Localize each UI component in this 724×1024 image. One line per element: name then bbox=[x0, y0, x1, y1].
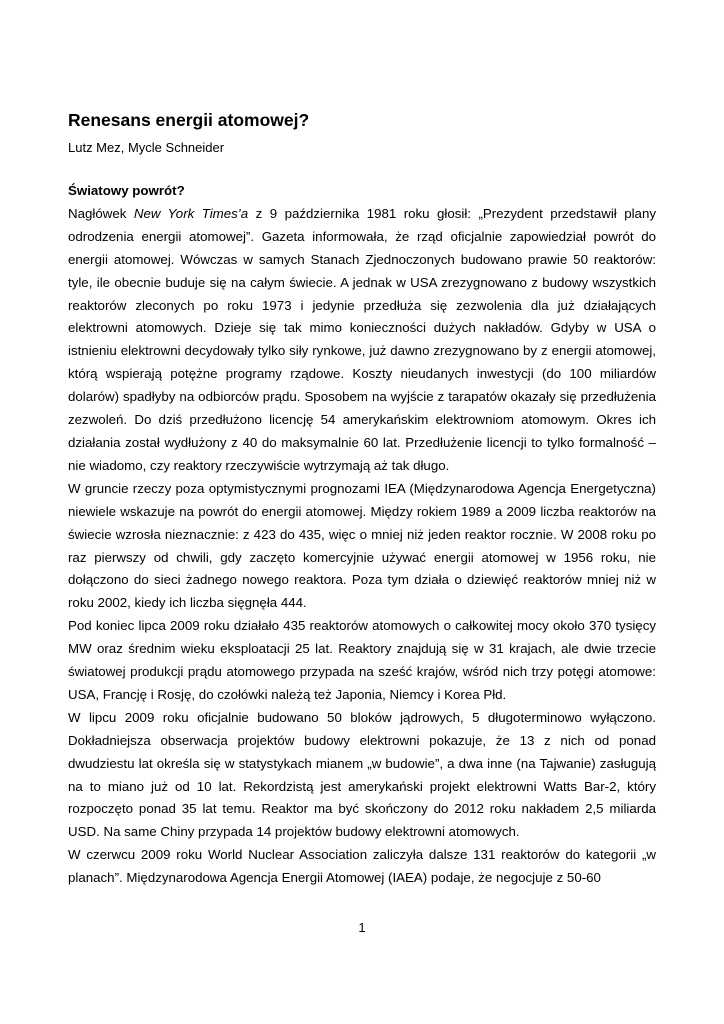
paragraph-3: Pod koniec lipca 2009 roku działało 435 reaktorów atomowych o całkowitej mocy około 370 tysięcy MW oraz średnim wieku eksploatacji 25 lat. Reaktory znajdują się w 31 krajach, ale dwie trzecie światowej produkcji prądu atomowego przypada na sześć krajów, wśród nich trzy potęgi atomowe: USA, Francję i Rosję, do czołówki należą też Japonia, Niemcy i Korea Płd. bbox=[68, 618, 656, 702]
page-number: 1 bbox=[358, 920, 366, 935]
publication-name: New York Times’a bbox=[133, 205, 249, 221]
paragraph-5: W czerwcu 2009 roku World Nuclear Association zaliczyła dalsze 131 reaktorów do kategorii „w planach”. Międzynarodowa Agencja Energii Atomowej (IAEA) podaje, że negocjuje z 50-60 bbox=[68, 847, 656, 886]
paragraph-1-intro: Nagłówek bbox=[68, 205, 134, 221]
paragraph-1-rest: z 9 października 1981 roku głosił: „Prezydent przedstawił plany odrodzenia energii atomowej”. Gazeta informowała, że rząd oficjalnie zapowiedział powrót do energii atomowej. Wówczas w samych Stanach Zjednoczonych budowano prawie 50 reaktorów: tyle, ile obecnie buduje się na całym świecie. A jednak w USA zrezygnowano z budowy wszystkich reaktorów zleconych po roku 1973 i jedynie przedłuża się zezwolenia dla już działających elektrowni atomowych. Dzieje się tak mimo konieczności dużych nakładów. Gdyby w USA o istnieniu elektrowni decydowały tylko siły rynkowe, już dawno zrezygnowano by z energii atomowej, którą wspierają potężne programy rządowe. Koszty nieudanych inwestycji (do 100 miliardów dolarów) spadłyby na odbiorców prądu. Sposobem na wyjście z tarapatów okazały się przedłużenia zezwoleń. Do dziś przedłużono licencję 54 amerykańskim elektrowniom atomowym. Okres ich działania został wydłużony z 40 do maksymalnie 60 lat. Przedłużenie licencji to tylko formalność – nie wiadomo, czy reaktory rzeczywiście wytrzymają aż tak długo. bbox=[68, 205, 656, 473]
paragraph-2: W gruncie rzeczy poza optymistycznymi prognozami IEA (Międzynarodowa Agencja Energetyczna) niewiele wskazuje na powrót do energii atomowej. Między rokiem 1989 a 2009 liczba reaktorów na świecie wzrosła nieznacznie: z 423 do 435, więc o mniej niż jeden reaktor rocznie. W 2008 roku po raz pierwszy od chwili, gdy zaczęto komercyjnie używać energii atomowej w 1956 roku, nie dołączono do sieci żadnego nowego reaktora. Poza tym działa o dziewięć reaktorów mniej niż w roku 2002, kiedy ich liczba sięgnęła 444. bbox=[68, 480, 656, 611]
section-heading: Światowy powrót? bbox=[68, 183, 185, 198]
paragraph-1 bbox=[68, 203, 656, 478]
document-body bbox=[68, 180, 656, 890]
paragraph-4: W lipcu 2009 roku oficjalnie budowano 50 bloków jądrowych, 5 długoterminowo wyłączono. Dokładniejsza obserwacja projektów budowy elektrowni pokazuje, że 13 z nich od ponad dwudziestu lat określa się w statystykach mianem „w budowie”, a dwa inne (na Tajwanie) zasługują na to miano już od 10 lat. Rekordzistą jest amerykański projekt elektrowni Watts Bar-2, który rozpoczęto ponad 35 lat temu. Reaktor ma być skończony do 2012 roku nakładem 2,5 miliarda USD. Na same Chiny przypada 14 projektów budowy elektrowni atomowych. bbox=[68, 709, 656, 840]
document-authors: Lutz Mez, Mycle Schneider bbox=[68, 140, 225, 155]
document-title: Renesans energii atomowej? bbox=[68, 110, 310, 130]
